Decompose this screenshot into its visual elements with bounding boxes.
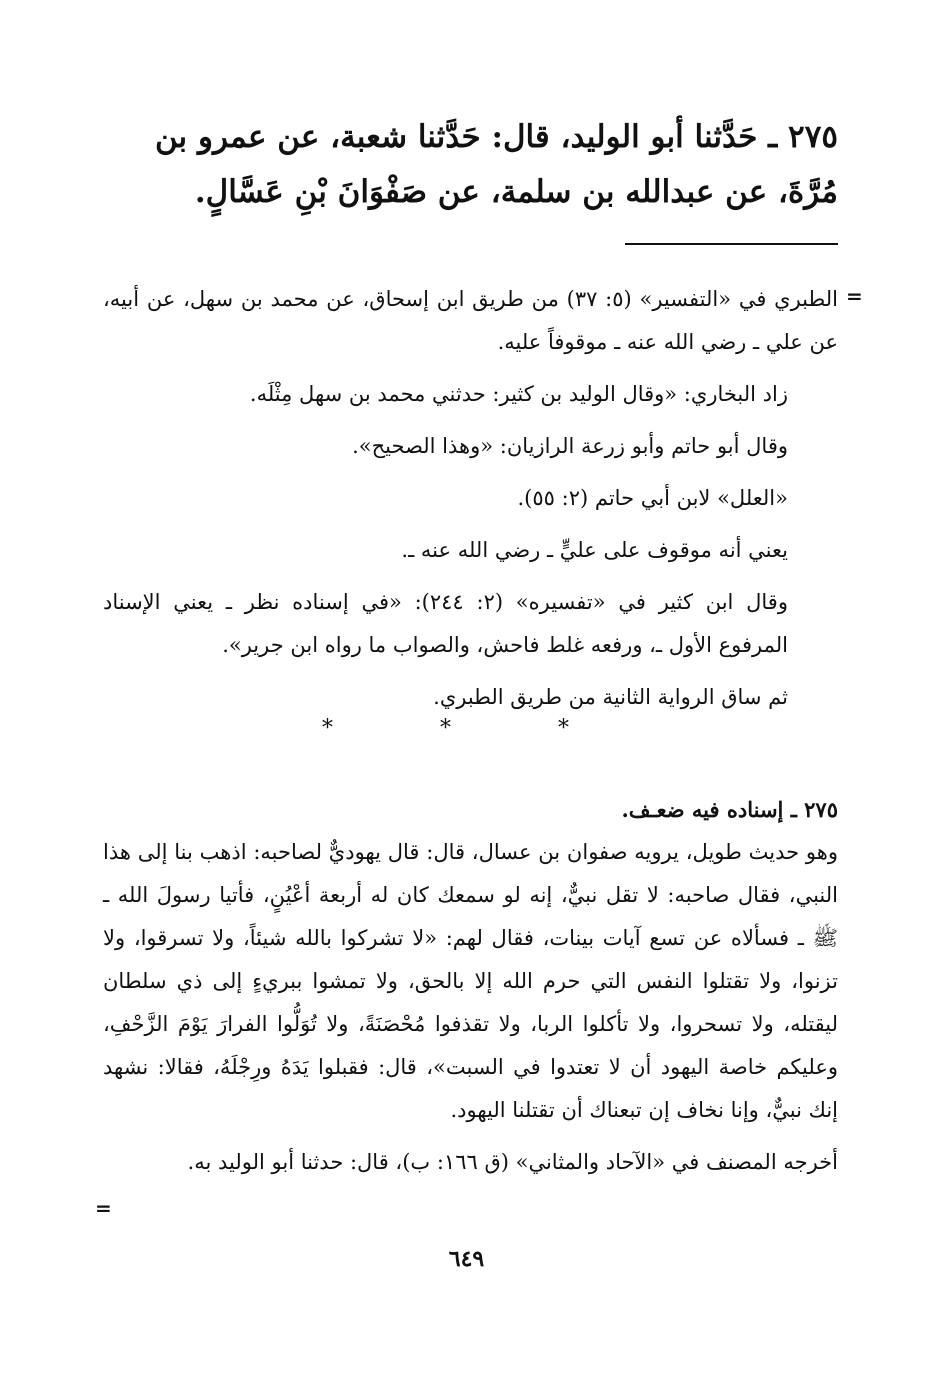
footnote-heading: ٢٧٥ ـ إسناده فيه ضعـف.: [621, 797, 838, 822]
page-number: ٦٤٩: [448, 1246, 485, 1272]
continuation-marker-top: =: [846, 284, 863, 308]
footnotes-top: [103, 278, 838, 719]
footnote-line: وقال ابن كثير في «تفسيره» (٢: ٢٤٤): «في إسناده نظر ـ يعني الإسناد المرفوع الأول ـ، ورفعه غلط فاحش، والصواب ما رواه ابن جرير».: [103, 590, 788, 657]
footnote-line: وقال أبو حاتم وأبو زرعة الرازيان: «وهذا الصحيح».: [352, 434, 788, 458]
hadith-line-1: ٢٧٥ ـ حَدَّثنا أبو الوليد، قال: حَدَّثنا شعبة، عن عمرو بن: [154, 119, 838, 155]
footnote-paragraph: وهو حديث طويل، يرويه صفوان بن عسال، قال: قال يهوديٌّ لصاحبه: اذهب بنا إلى هذا النبي، فقال صاحبه: لا تقل نبيٌّ، إنه لو سمعك كان له أربعة أعْيُنٍ، فأتيا رسولَ الله ـ ﷺ ـ فسألاه عن تسع آيات بينات، فقال لهم: «لا تشركوا بالله شيئاً، ولا تسرقوا، ولا تزنوا، ولا تقتلوا النفس التي حرم الله إلا بالحق، ولا تمشوا ببريءٍ إلى ذي سلطان ليقتله، ولا تسحروا، ولا تأكلوا الربا، ولا تقذفوا مُحْصَنَةً، ولا تُوَلُّوا الفرارَ يَوْمَ الزَّحْفِ، وعليكم خاصة اليهود أن لا تعتدوا في السبت»، قال: فقبلوا يَدَهُ ورِجْلَهُ، فقالا: نشهد إنك نبيٌّ، وإنا نخاف إن تبعناك أن تقتلنا اليهود.: [103, 840, 838, 1122]
continuation-marker-bottom: =: [95, 1196, 112, 1220]
hadith-text: [103, 110, 838, 220]
footnote-divider: [625, 243, 838, 245]
footnote-paragraph: أخرجه المصنف في «الآحاد والمثاني» (ق ١٦٦: ب)، قال: حدثنا أبو الوليد به.: [187, 1150, 838, 1174]
hadith-line-2: مُرَّةَ، عن عبدالله بن سلمة، عن صَفْوَانَ بْنِ عَسَّالٍ.: [194, 174, 838, 210]
section-separator: * * *: [322, 716, 619, 741]
footnote-line: «العلل» لابن أبي حاتم (٢: ٥٥).: [517, 486, 788, 510]
footnotes-bottom: [103, 788, 838, 1184]
footnote-line: يعني أنه موقوف على عليٍّ ـ رضي الله عنه ـ.: [401, 538, 788, 562]
footnote-line: ثم ساق الرواية الثانية من طريق الطبري.: [433, 685, 788, 709]
footnote-line: زاد البخاري: «وقال الوليد بن كثير: حدثني محمد بن سهل مِثْلَه.: [249, 382, 788, 406]
footnote-line: الطبري في «التفسير» (٥: ٣٧) من طريق ابن إسحاق، عن محمد بن سهل، عن أبيه، عن علي ـ رضي الله عنه ـ موقوفاً عليه.: [103, 287, 838, 354]
